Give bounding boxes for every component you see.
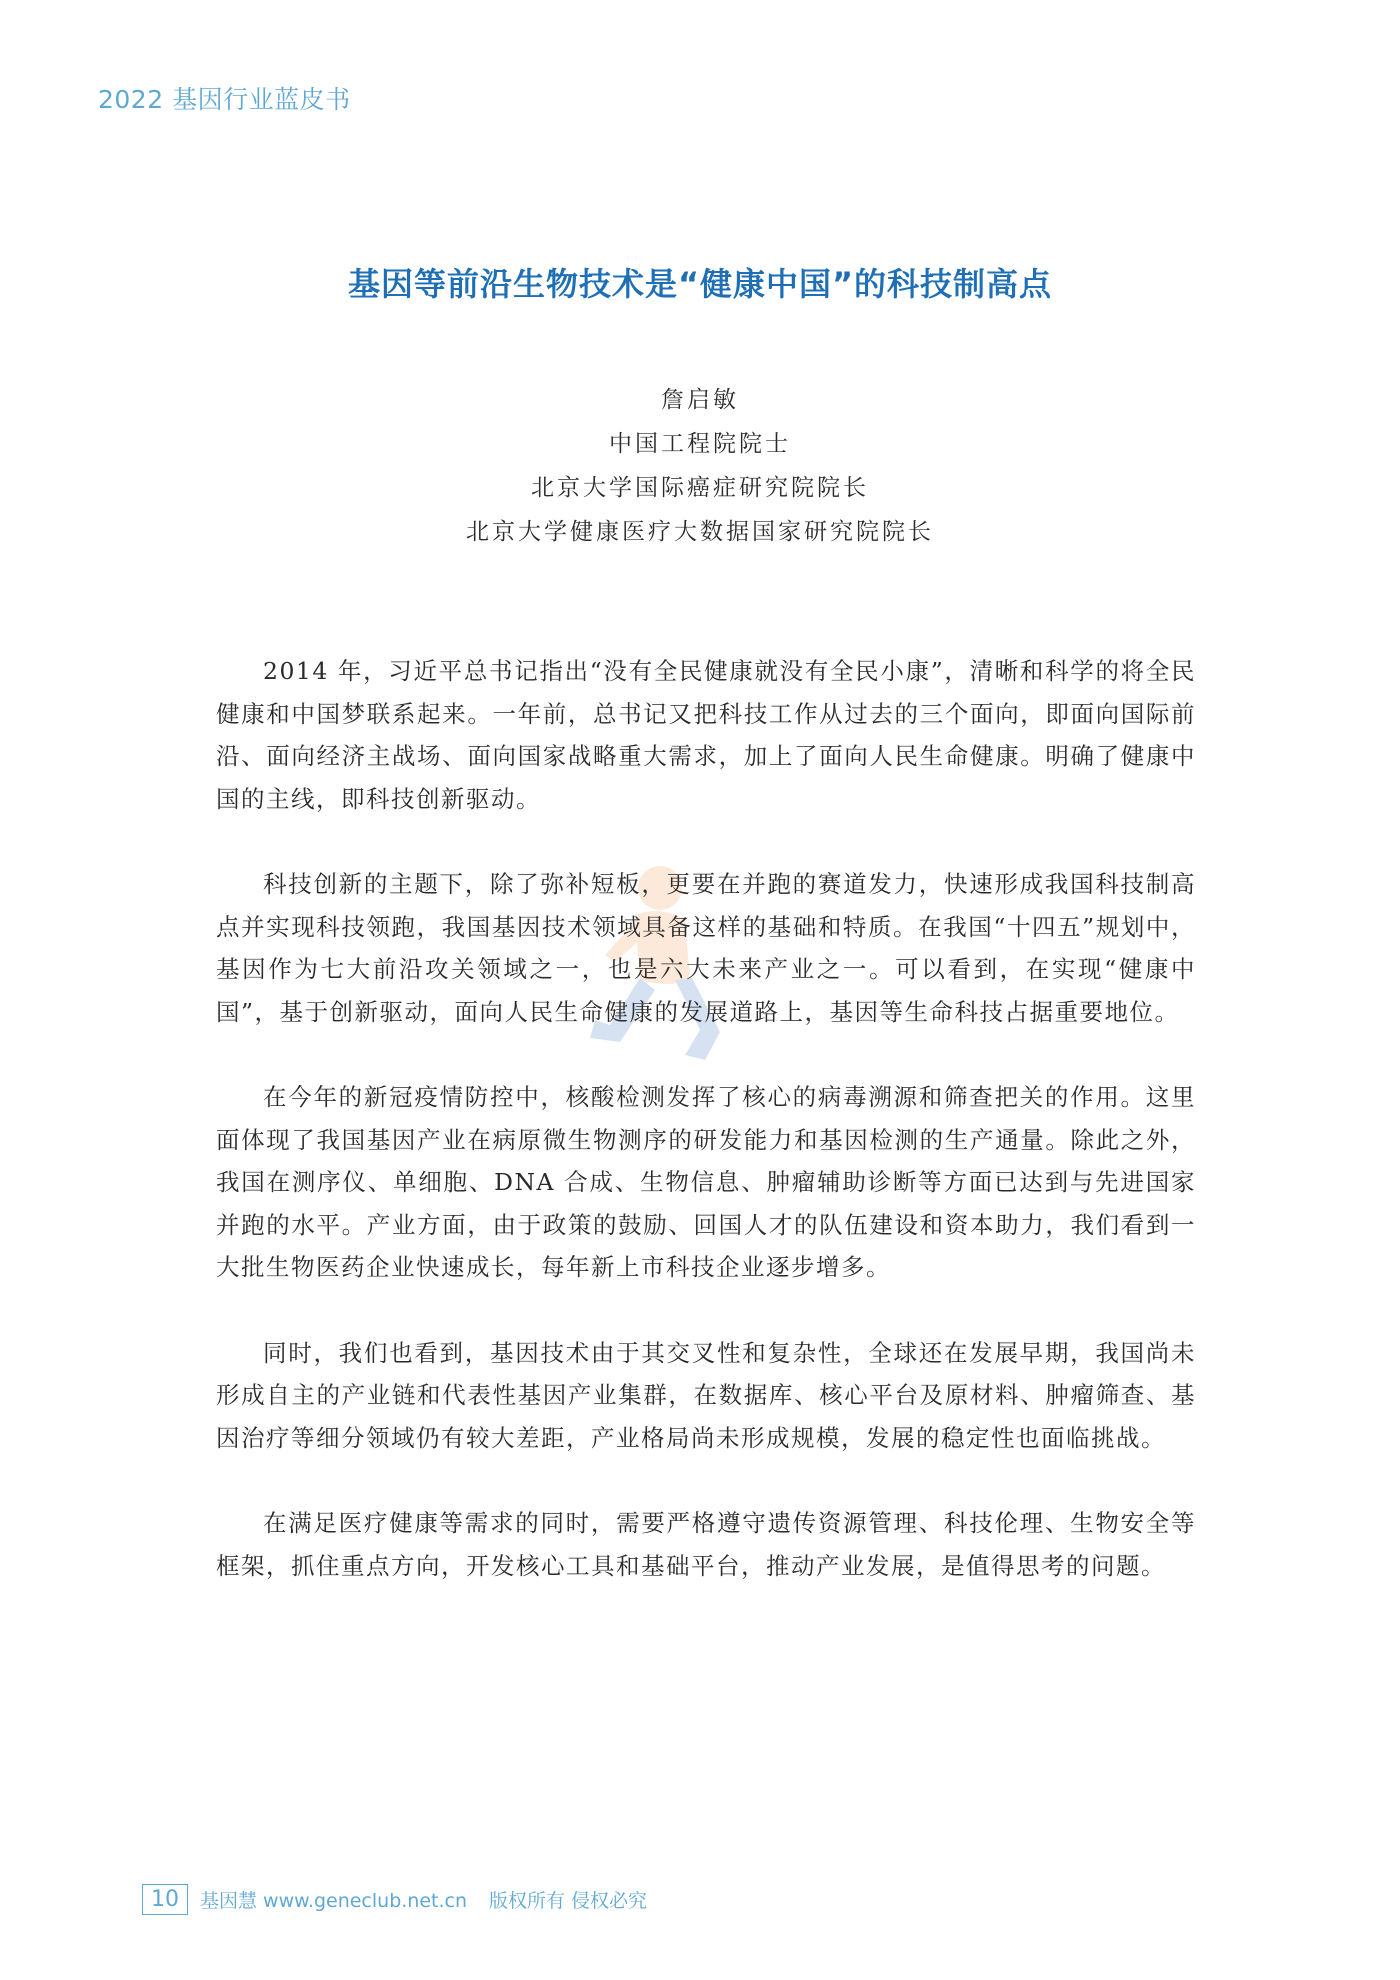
article-title: 基因等前沿生物技术是“健康中国”的科技制高点 — [347, 265, 1053, 304]
author-byline — [0, 378, 1400, 554]
footer-site: 基因慧 www.geneclub.net.cn — [200, 1889, 468, 1912]
running-header: 2022 基因行业蓝皮书 — [98, 85, 351, 114]
article-body — [216, 650, 1196, 1630]
page-number: 10 — [142, 1884, 188, 1915]
footer-rights: 版权所有 侵权必究 — [489, 1889, 648, 1912]
body-paragraph: 科技创新的主题下，除了弥补短板，更要在并跑的赛道发力，快速形成我国科技制高点并实现科技领跑，我国基因技术领域具备这样的基础和特质。在我国“十四五”规划中，基因作为七大前沿攻关领域之一，也是六大未来产业之一。可以看到，在实现“健康中国”，基于创新驱动，面向人民生命健康的发展道路上，基因等生命科技占据重要地位。 — [216, 870, 1196, 1026]
body-paragraph: 在今年的新冠疫情防控中，核酸检测发挥了核心的病毒溯源和筛查把关的作用。这里面体现了我国基因产业在病原微生物测序的研发能力和基因检测的生产通量。除此之外，我国在测序仪、单细胞、DNA 合成、生物信息、肿瘤辅助诊断等方面已达到与先进国家并跑的水平。产业方面，由于政策的鼓励、回国人才的队伍建设和资本助力，我们看到一大批生物医药企业快速成长，每年新上市科技企业逐步增多。 — [216, 1083, 1196, 1281]
body-paragraph: 在满足医疗健康等需求的同时，需要严格遵守遗传资源管理、科技伦理、生物安全等框架，抓住重点方向，开发核心工具和基础平台，推动产业发展，是值得思考的问题。 — [216, 1509, 1196, 1580]
page-footer — [142, 1882, 647, 1916]
author-title: 中国工程院院士 — [609, 431, 791, 457]
body-paragraph: 同时，我们也看到，基因技术由于其交叉性和复杂性，全球还在发展早期，我国尚未形成自主的产业链和代表性基因产业集群，在数据库、核心平台及原材料、肿瘤筛查、基因治疗等细分领域仍有较大差距，产业格局尚未形成规模，发展的稳定性也面临挑战。 — [216, 1338, 1196, 1452]
author-title: 北京大学健康医疗大数据国家研究院院长 — [466, 519, 934, 545]
author-name: 詹启敏 — [661, 387, 739, 413]
author-title: 北京大学国际癌症研究院院长 — [531, 475, 869, 501]
body-paragraph: 2014 年，习近平总书记指出“没有全民健康就没有全民小康”，清晰和科学的将全民健康和中国梦联系起来。一年前，总书记又把科技工作从过去的三个面向，即面向国际前沿、面向经济主战场、面向国家战略重大需求，加上了面向人民生命健康。明确了健康中国的主线，即科技创新驱动。 — [216, 657, 1196, 813]
